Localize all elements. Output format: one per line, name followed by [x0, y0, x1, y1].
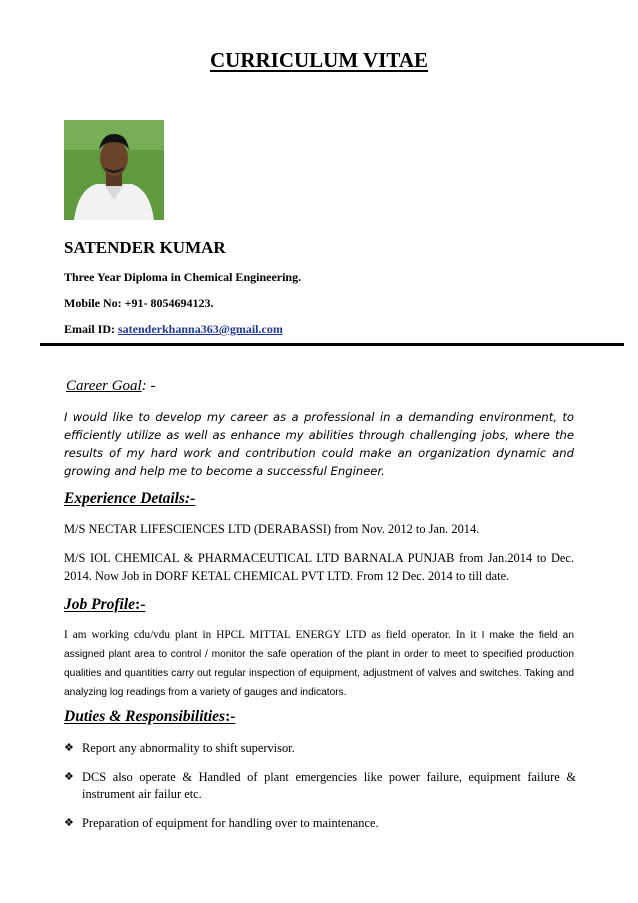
candidate-name: SATENDER KUMAR — [64, 238, 226, 257]
experience-heading: Experience Details:- — [64, 490, 196, 507]
qualification: Three Year Diploma in Chemical Engineering. — [64, 270, 302, 284]
diamond-bullet-icon: ❖ — [64, 742, 74, 754]
job-profile-heading: Job Profile:- — [64, 596, 146, 613]
email-line — [64, 322, 283, 337]
diamond-bullet-icon: ❖ — [64, 771, 74, 783]
mobile-label: Mobile No: — [64, 296, 122, 310]
duty-item: ❖ DCS also operate & Handled of plant emergencies like power failure, equipment failure & instrument air failur etc. — [64, 770, 576, 801]
career-goal-heading: Career Goal: - — [66, 378, 156, 394]
experience-item: M/S IOL CHEMICAL & PHARMACEUTICAL LTD BARNALA PUNJAB from Jan.2014 to Dec. 2014. Now Job in DORF KETAL CHEMICAL PVT LTD. From 12 Dec. 2014 to till date. — [64, 551, 574, 583]
diamond-bullet-icon: ❖ — [64, 817, 74, 829]
email-label: Email ID: — [64, 322, 115, 336]
document-title: CURRICULUM VITAE — [210, 48, 428, 72]
job-profile-text: I am working cdu/vdu plant in HPCL MITTAL ENERGY LTD as field operator. In it I make the field an assigned plant area to control / monitor the safe operation of the plant in order to meet to specified production qualities and quantities carry out regular inspection of equipment, adjustment of valves and switches. Taking and analyzing log readings from a variety of gauges and indicators. — [64, 629, 574, 698]
career-goal-text: I would like to develop my career as a professional in a demanding environment, to efficiently utilize as well as enhance my abilities through challenging jobs, where the results of my hard work and contribution could make an organization dynamic and growing and help me to become a successful Engineer. — [64, 410, 574, 478]
mobile-line — [64, 296, 214, 311]
duty-item: ❖ Report any abnormality to shift supervisor. — [64, 741, 295, 755]
duties-heading: Duties & Responsibilities:- — [64, 708, 236, 725]
person-photo-icon — [64, 120, 164, 220]
email-link[interactable]: satenderkhanna363@gmail.com — [118, 322, 283, 336]
profile-photo — [64, 120, 164, 220]
duty-item: ❖ Preparation of equipment for handling over to maintenance. — [64, 816, 379, 830]
header-divider — [40, 343, 624, 346]
experience-item: M/S NECTAR LIFESCIENCES LTD (DERABASSI) from Nov. 2012 to Jan. 2014. — [64, 522, 480, 536]
mobile-value: +91- 8054694123. — [124, 296, 214, 310]
